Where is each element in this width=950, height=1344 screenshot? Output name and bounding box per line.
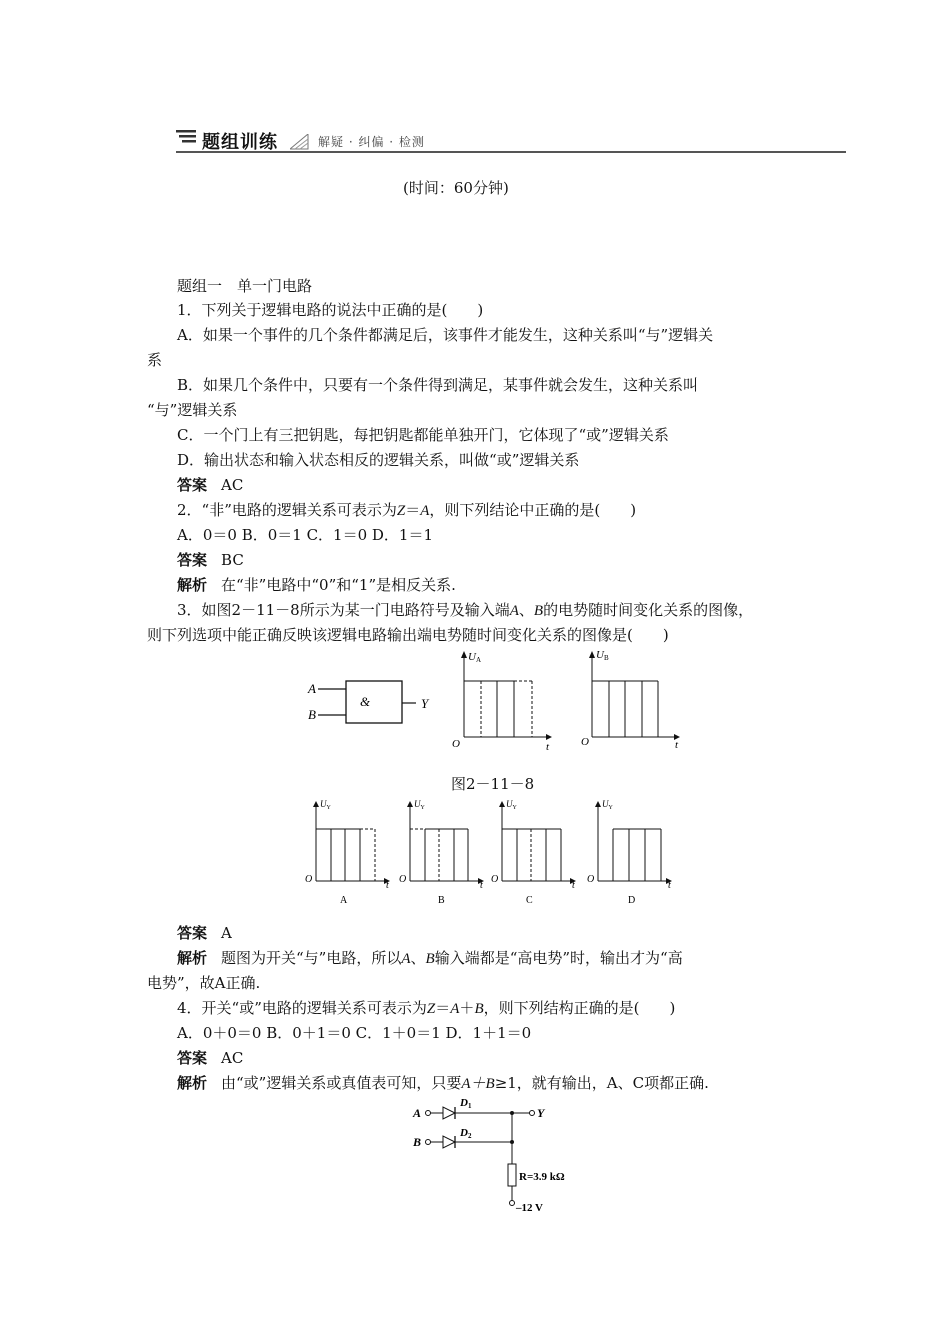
- circuit-output-y: Y: [537, 1106, 545, 1120]
- q2-answer: [177, 549, 847, 571]
- or-diode-circuit: [405, 1094, 585, 1219]
- supply-label: –12 V: [516, 1202, 543, 1214]
- var-a: A: [509, 603, 519, 619]
- q4-analysis: [177, 1072, 847, 1095]
- gate-symbol-label: &: [360, 694, 371, 709]
- q3-choice-graphs: [300, 797, 700, 912]
- time-note: (时间：60分钟): [403, 179, 509, 197]
- uy-axis-label: $U_Y$: [414, 799, 425, 811]
- choice-a-label: A: [340, 895, 348, 906]
- q1-answer: [177, 474, 847, 496]
- answer-value: BC: [221, 551, 244, 569]
- circuit-input-a: A: [413, 1106, 422, 1120]
- q1-option-c: C．一个门上有三把钥匙，每把钥匙都能单独开门，它体现了“或”逻辑关系: [177, 426, 669, 444]
- diode-d1: [443, 1107, 455, 1119]
- banner-rule: [176, 151, 846, 153]
- q1-option-a-cont: 系: [147, 351, 163, 369]
- ub-graph: [581, 649, 680, 751]
- input-a-label: A: [308, 681, 316, 696]
- answer-value: A: [221, 924, 232, 942]
- equals-sign: ＝: [435, 999, 451, 1017]
- var-b: B: [474, 1001, 484, 1017]
- origin-label: O: [581, 736, 589, 748]
- resistor-symbol: [508, 1164, 516, 1186]
- q4-stem-post: ，则下列结构正确的是( ): [483, 999, 676, 1017]
- banner-wedge-icon: [290, 134, 310, 150]
- q4-stem-pre: 4．开关“或”电路的逻辑关系可表示为: [177, 999, 427, 1017]
- q4-answer: [177, 1047, 847, 1069]
- diode-d2-label: D2: [460, 1127, 472, 1140]
- var-z: Z: [426, 1001, 436, 1017]
- q2-stem-post: ，则下列结论中正确的是( ): [429, 501, 637, 519]
- q3-figure: [300, 648, 720, 758]
- ub-axis-label: UB: [596, 649, 609, 662]
- choice-b-label: B: [438, 895, 445, 906]
- q3-answer: [177, 922, 847, 944]
- comma: 、: [518, 601, 534, 619]
- q3-analysis: [177, 947, 847, 970]
- banner-title: 题组训练: [202, 132, 278, 153]
- uy-axis-label: $U_Y$: [506, 799, 517, 811]
- q1-option-b: B．如果几个条件中，只要有一个条件得到满足，某事件就会发生，这种关系叫: [177, 376, 699, 394]
- var-a: A: [401, 951, 411, 967]
- plus-sign: ＋: [459, 999, 475, 1017]
- q3-analysis-cont: 电势”，故A正确.: [147, 974, 261, 992]
- q3-stem-post: 的电势随时间变化关系的图像，: [543, 601, 754, 619]
- figure-caption: 图2－11－8: [451, 775, 535, 793]
- choice-c-graph: [491, 799, 576, 906]
- q2-analysis: [177, 574, 847, 596]
- time-axis-label: t: [572, 880, 575, 891]
- input-b-label: B: [308, 707, 316, 722]
- diode-d1-label: D1: [460, 1097, 472, 1110]
- answer-value: AC: [221, 1049, 244, 1067]
- uy-axis-label: $U_Y$: [320, 799, 331, 811]
- and-gate-symbol: [307, 681, 430, 723]
- time-axis-label: t: [546, 741, 550, 753]
- banner-stripes-icon: [176, 130, 198, 146]
- ua-graph: [452, 651, 552, 753]
- origin-label: O: [305, 874, 313, 885]
- diode-d2: [443, 1136, 455, 1148]
- answer-label: 答案: [177, 551, 208, 569]
- answer-value: AC: [221, 476, 244, 494]
- circuit-input-b: B: [413, 1135, 422, 1149]
- q4-stem: [177, 997, 847, 1020]
- equals-sign: ＝: [405, 501, 421, 519]
- var-z: Z: [396, 503, 406, 519]
- ua-axis-label: UA: [468, 651, 482, 664]
- origin-label: O: [491, 874, 499, 885]
- q2-options: A．0＝0 B．0＝1 C．1＝0 D．1＝1: [177, 526, 434, 544]
- q4-options: A．0＋0＝0 B．0＋1＝0 C．1＋0＝1 D．1＋1＝0: [177, 1024, 532, 1042]
- choice-d-label: D: [628, 895, 636, 906]
- var-a: A: [420, 503, 430, 519]
- banner-subtitle: 解疑 · 纠偏 · 检测: [318, 135, 425, 149]
- analysis-label: 解析: [177, 1074, 208, 1092]
- q1-option-a: A．如果一个事件的几个条件都满足后，该事件才能发生，这种关系叫“与”逻辑关: [177, 326, 714, 344]
- analysis-text: 题图为开关“与”电路，所以: [221, 949, 402, 967]
- analysis-label: 解析: [177, 576, 208, 594]
- analysis-text: 在“非”电路中“0”和“1”是相反关系.: [221, 576, 456, 594]
- expr-a-plus-b: A＋B: [461, 1076, 495, 1092]
- choice-b-graph: [399, 799, 484, 906]
- analysis-label: 解析: [177, 949, 208, 967]
- var-b: B: [533, 603, 544, 619]
- q1-stem: 1．下列关于逻辑电路的说法中正确的是( ): [177, 301, 484, 319]
- resistor-label: R=3.9 kΩ: [519, 1171, 565, 1183]
- q1-option-d: D．输出状态和输入状态相反的逻辑关系，叫做“或”逻辑关系: [177, 451, 580, 469]
- q1-option-b-cont: “与”逻辑关系: [147, 401, 238, 419]
- choice-c-label: C: [526, 895, 533, 906]
- origin-label: O: [452, 738, 460, 750]
- q3-stem-pre: 3．如图2－11－8所示为某一门电路符号及输入端: [177, 601, 510, 619]
- uy-axis-label: $U_Y$: [602, 799, 613, 811]
- q3-stem-cont: 则下列选项中能正确反映该逻辑电路输出端电势随时间变化关系的图像是( ): [147, 626, 669, 644]
- var-b: B: [425, 951, 435, 967]
- time-axis-label: t: [386, 880, 389, 891]
- analysis-text-post: 输入端都是“高电势”时，输出才为“高: [434, 949, 683, 967]
- analysis-text: 由“或”逻辑关系或真值表可知，只要: [221, 1074, 462, 1092]
- answer-label: 答案: [177, 924, 208, 942]
- choice-d-graph: [587, 799, 672, 906]
- time-axis-label: t: [668, 880, 671, 891]
- choice-a-graph: [305, 799, 390, 906]
- answer-label: 答案: [177, 1049, 208, 1067]
- output-y-label: Y: [421, 696, 429, 711]
- origin-label: O: [399, 874, 407, 885]
- section-banner: [176, 126, 846, 154]
- group-title: 题组一 单一门电路: [177, 277, 313, 295]
- analysis-text-post: ≥1，就有输出，A、C项都正确.: [494, 1074, 709, 1092]
- origin-label: O: [587, 874, 595, 885]
- time-axis-label: t: [675, 739, 679, 751]
- comma: 、: [410, 949, 426, 967]
- q2-stem: [177, 499, 847, 522]
- q3-stem: [177, 599, 847, 622]
- time-axis-label: t: [480, 880, 483, 891]
- var-a: A: [450, 1001, 460, 1017]
- answer-label: 答案: [177, 476, 208, 494]
- q2-stem-pre: 2．“非”电路的逻辑关系可表示为: [177, 501, 397, 519]
